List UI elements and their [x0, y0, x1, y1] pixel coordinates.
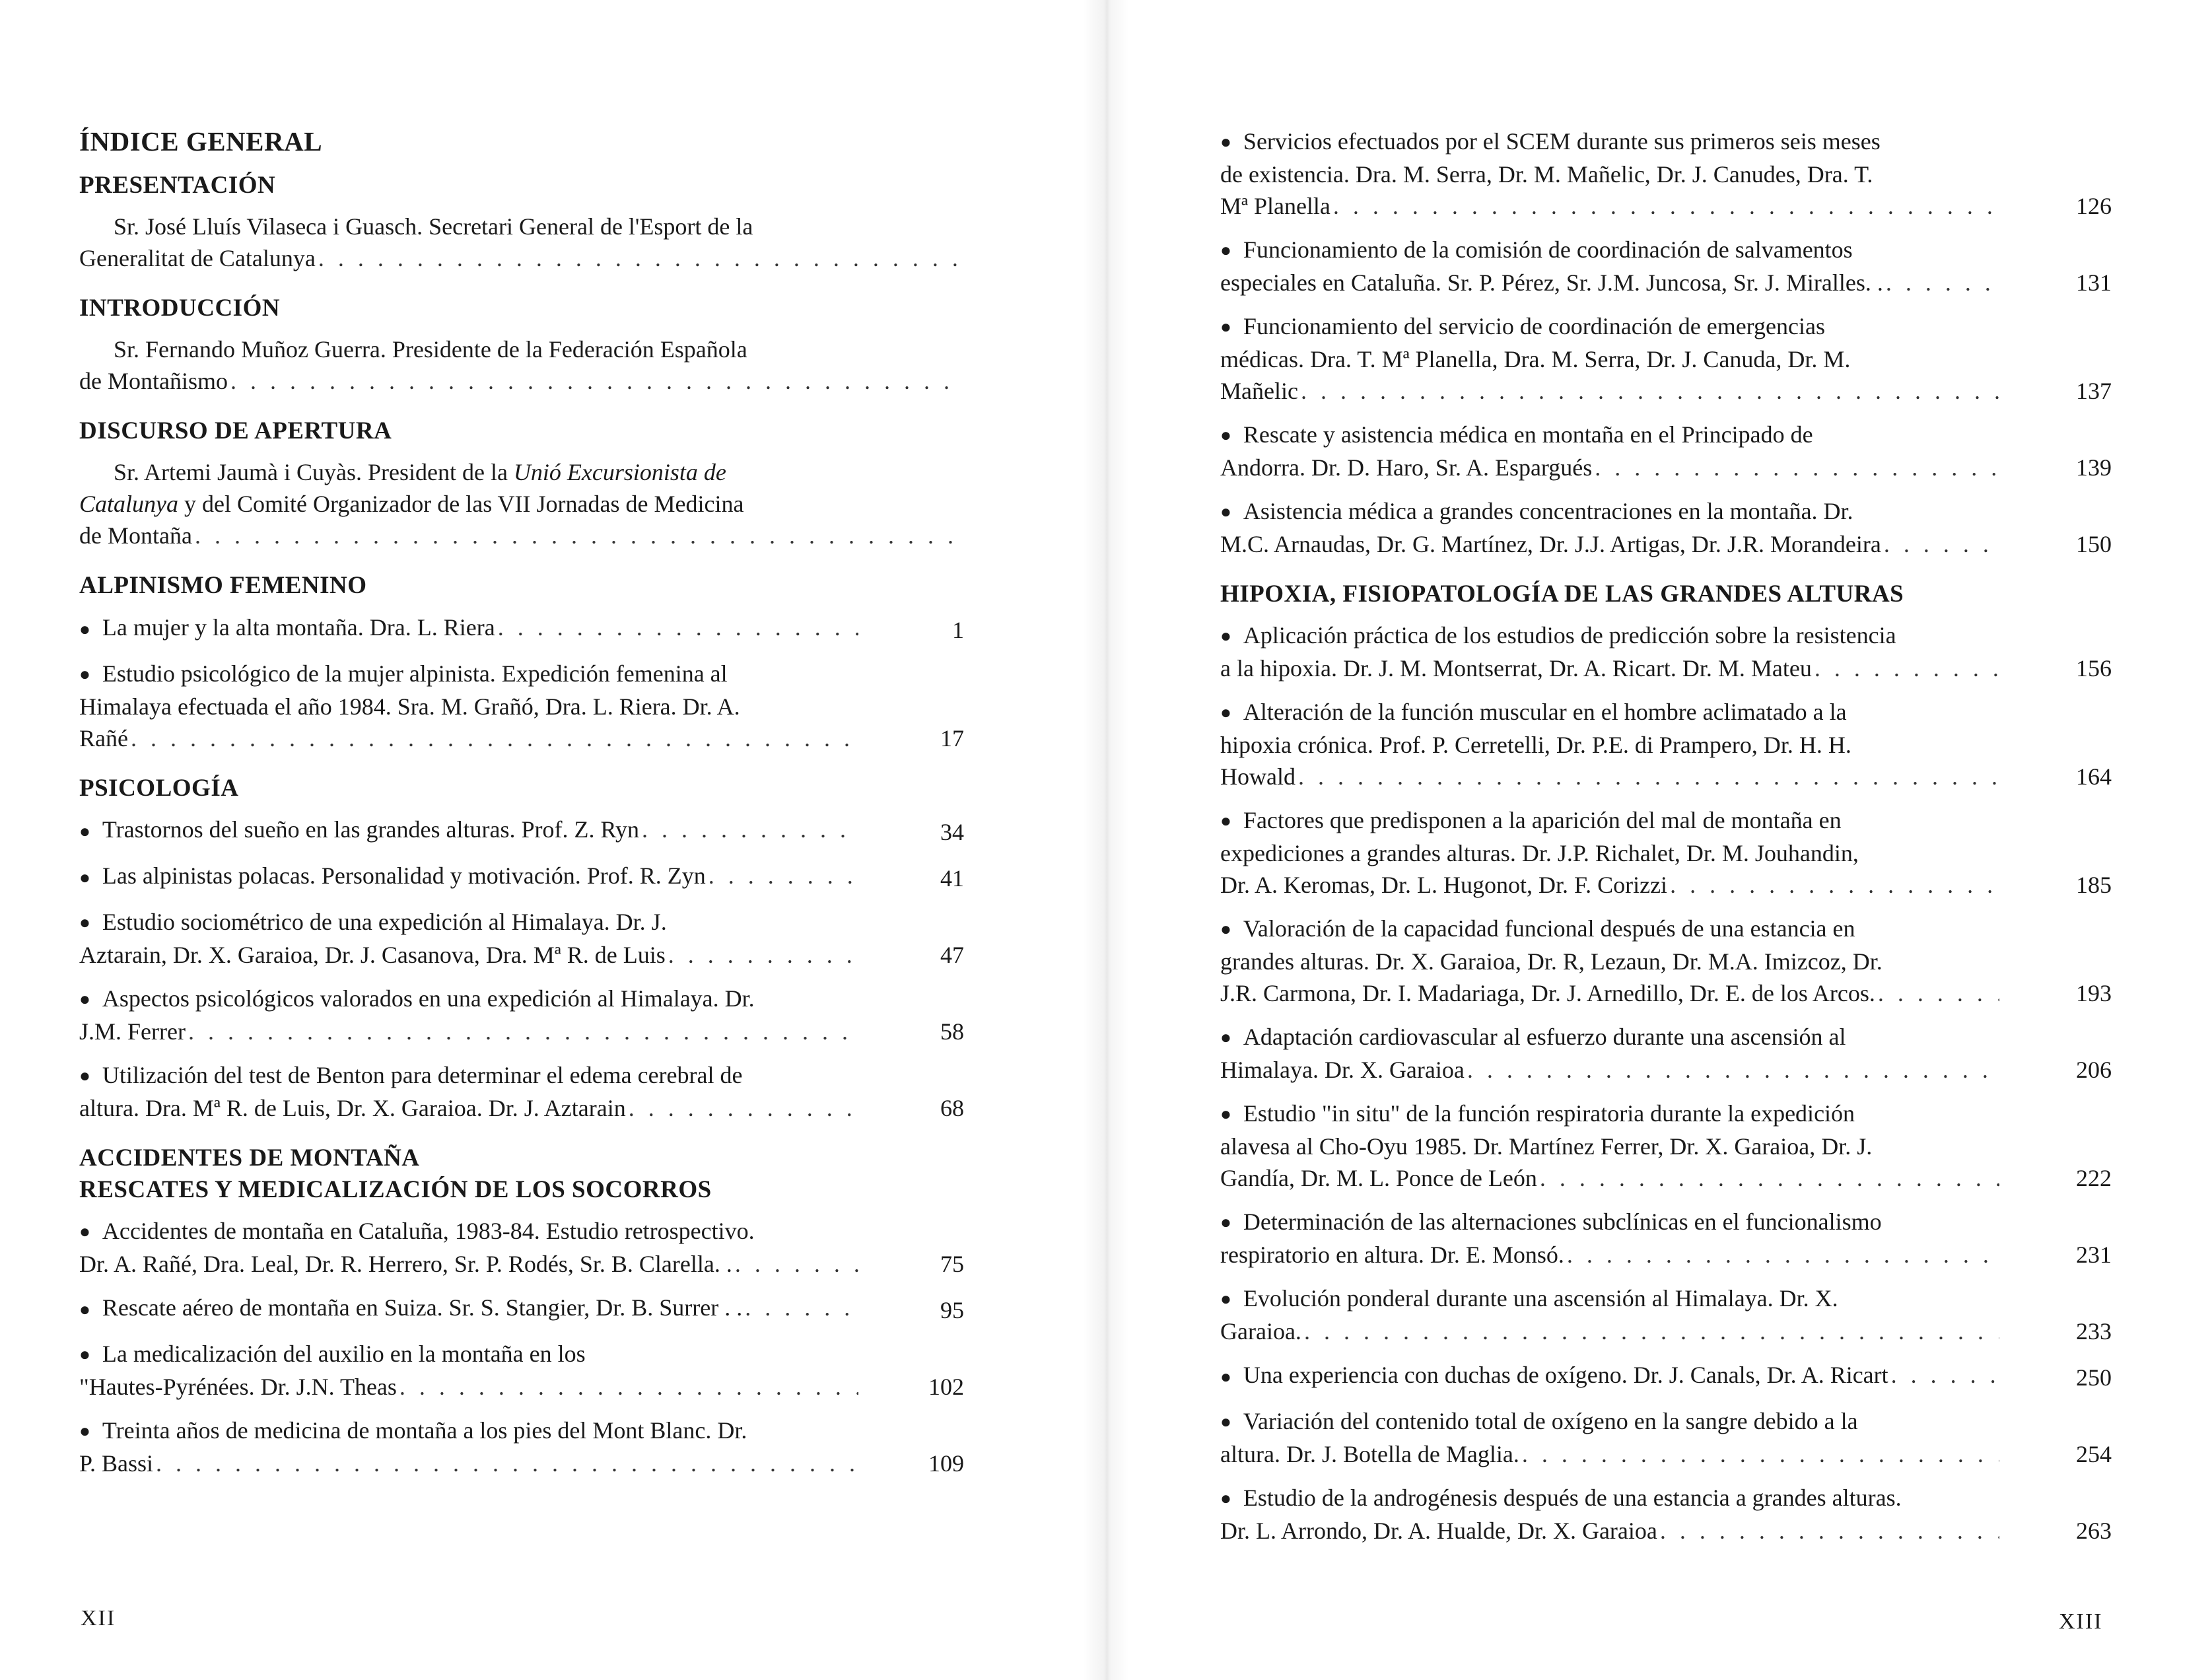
- entry-last-line: [1220, 375, 1999, 407]
- dot-leader: [1567, 1239, 1999, 1271]
- dot-leader: [1595, 452, 1999, 483]
- dot-leader: [629, 1092, 858, 1124]
- entry-line-row: [79, 1415, 858, 1448]
- toc-entry: [1220, 495, 2112, 560]
- bullet-icon: ●: [79, 912, 90, 933]
- toc-entry: [79, 1215, 964, 1280]
- toc-entry: [79, 860, 964, 894]
- entry-page-number: 102: [928, 1373, 964, 1400]
- dot-leader: [1886, 267, 1999, 298]
- dot-leader: [1522, 1438, 1999, 1470]
- bullet-icon: ●: [1220, 132, 1231, 153]
- bullet-icon: ●: [1220, 703, 1231, 724]
- entry-text-block: [79, 1292, 858, 1326]
- entry-line-row: [1220, 343, 1999, 375]
- section-introduccion: [79, 293, 964, 397]
- entry-line: Aplicación práctica de los estudios de predicción sobre la resistencia: [1243, 622, 1896, 649]
- dot-leader: [156, 1448, 858, 1479]
- entry-last-line: [1220, 267, 1999, 298]
- entry-last-line: [1220, 1515, 1999, 1547]
- bullet-icon: ●: [1220, 502, 1231, 522]
- entry-line: [79, 488, 964, 520]
- toc-entry: [1220, 1282, 2112, 1347]
- right-toc-column: [1220, 125, 2112, 1558]
- toc-entry: [1220, 1098, 2112, 1194]
- entry-line: Rescate aéreo de montaña en Suiza. Sr. S. Stangier, Dr. B. Surrer . .: [102, 1294, 743, 1321]
- entry-line-row: [1220, 158, 1999, 190]
- entry-text: Sr. Artemi Jaumà i Cuyàs. President de la: [114, 459, 514, 486]
- toc-entry: [1220, 310, 2112, 407]
- entry-page-number: 68: [940, 1094, 964, 1121]
- entry-line: Evolución ponderal durante una ascensión al Himalaya. Dr. X.: [1243, 1285, 1838, 1312]
- bullet-icon: ●: [1220, 425, 1231, 446]
- entry-line-row: [1220, 696, 1999, 729]
- dot-leader: [1660, 1515, 1999, 1547]
- entry-line: Funcionamiento de la comisión de coordinación de salvamentos: [1243, 236, 1853, 263]
- entry-last-line: [79, 1448, 858, 1479]
- entry-line: de Montañismo: [79, 368, 228, 395]
- dot-leader: [498, 612, 858, 643]
- entry-text-block: [1220, 125, 1999, 222]
- toc-entry: [79, 814, 964, 848]
- entry-line: J.M. Ferrer: [79, 1018, 186, 1045]
- entry-text-block: [1220, 619, 1999, 684]
- page-number-left: XII: [81, 1606, 116, 1630]
- section-heading: ALPINISMO FEMENINO: [79, 572, 367, 600]
- entry-line-row: [1220, 729, 1999, 761]
- right-page: [1101, 0, 2212, 1680]
- entry-page-number: 254: [2076, 1441, 2112, 1468]
- entry-page-number: 131: [2076, 269, 2112, 296]
- toc-entry: [1220, 1021, 2112, 1086]
- entry-line-row: [79, 983, 858, 1016]
- entry-last-line: [79, 1016, 858, 1047]
- entry-page-number: 41: [940, 864, 964, 892]
- entry-line: Determinación de las alternaciones subclínicas en el funcionalismo: [1243, 1208, 1882, 1236]
- entry-last-line: [79, 860, 858, 894]
- entry-text-block: [1220, 913, 1999, 1009]
- entry-line-row: [79, 906, 858, 939]
- bullet-icon: ●: [79, 619, 90, 640]
- entry-italic-text: Unió Excursionista de: [513, 459, 726, 486]
- entry-last-line: [79, 1248, 858, 1280]
- dot-leader: [668, 939, 858, 971]
- entry-last-line: [1220, 1054, 1999, 1086]
- entry-page-number: 150: [2076, 531, 2112, 557]
- toc-entry: [79, 333, 964, 397]
- entry-page-number: 164: [2076, 763, 2112, 790]
- dot-leader: [188, 1016, 858, 1047]
- entry-text-block: [79, 814, 858, 848]
- entry-list: [1220, 125, 2112, 560]
- dot-leader: [1670, 869, 1999, 901]
- entry-text-block: [1220, 804, 1999, 901]
- entry-text-block: [79, 1059, 858, 1124]
- entry-line-row: [1220, 1021, 1999, 1054]
- entry-line-row: [1220, 1282, 1999, 1315]
- section-alpinismo: [79, 570, 964, 753]
- entry-line: Una experiencia con duchas de oxígeno. Dr. J. Canals, Dr. A. Ricart: [1243, 1362, 1888, 1389]
- entry-line: de Montaña: [79, 522, 192, 549]
- page-number-right: XIII: [2059, 1609, 2103, 1634]
- entry-line-row: [1220, 125, 1999, 158]
- entry-page-number: 95: [940, 1296, 964, 1323]
- entry-page-number: 47: [940, 941, 964, 968]
- entry-line: Aspectos psicológicos valorados en una expedición al Himalaya. Dr.: [102, 985, 755, 1012]
- entry-line: [79, 456, 964, 488]
- bullet-icon: ●: [79, 1065, 90, 1086]
- entry-line: Funcionamiento del servicio de coordinación de emergencias: [1243, 313, 1825, 339]
- toc-entry: [1220, 1359, 2112, 1393]
- entry-line-row: [1220, 1405, 1999, 1438]
- entry-line: grandes alturas. Dr. X. Garaioa, Dr. R, Lezaun, Dr. M.A. Imizcoz, Dr.: [1220, 948, 1883, 975]
- section-heading: HIPOXIA, FISIOPATOLOGÍA DE LAS GRANDES ALTURAS: [1220, 580, 1904, 608]
- entry-text-block: [79, 1415, 858, 1479]
- entry-line: Himalaya efectuada el año 1984. Sra. M. Grañó, Dra. L. Riera. Dr. A.: [79, 693, 740, 720]
- entry-line: "Hautes-Pyrénées. Dr. J.N. Theas: [79, 1373, 397, 1400]
- entry-text-block: [79, 983, 858, 1047]
- entry-line: médicas. Dra. T. Mª Planella, Dra. M. Serra, Dr. J. Canuda, Dr. M.: [1220, 346, 1851, 372]
- entry-line-row: [79, 1338, 858, 1371]
- entry-last-line: [79, 1092, 858, 1124]
- entry-page-number: 185: [2076, 872, 2112, 899]
- toc-entry: [79, 1059, 964, 1124]
- entry-line-row: [1220, 419, 1999, 452]
- index-title: ÍNDICE GENERAL: [79, 126, 323, 157]
- entry-page-number: 139: [2076, 454, 2112, 481]
- entry-text-block: [1220, 1021, 1999, 1086]
- section-presentacion: [79, 170, 964, 274]
- dot-leader: [1304, 1315, 1999, 1347]
- bullet-icon: ●: [1220, 811, 1231, 832]
- section-heading: DISCURSO DE APERTURA: [79, 417, 392, 445]
- toc-entry: [79, 983, 964, 1047]
- entry-line: Asistencia médica a grandes concentraciones en la montaña. Dr.: [1243, 498, 1853, 524]
- toc-entry: [79, 1338, 964, 1403]
- section-heading: INTRODUCCIÓN: [79, 295, 281, 322]
- entry-page-number: 222: [2076, 1165, 2112, 1192]
- entry-text-block: [1220, 1359, 1999, 1393]
- entry-line: Estudio de la androgénesis después de una estancia a grandes alturas.: [1243, 1485, 1902, 1512]
- entry-line: respiratorio en altura. Dr. E. Monsó.: [1220, 1242, 1564, 1269]
- entry-line: Dr. A. Rañé, Dra. Leal, Dr. R. Herrero, Sr. P. Rodés, Sr. B. Clarella. .: [79, 1250, 732, 1277]
- entry-last-line: [79, 242, 964, 274]
- dot-leader: [195, 520, 964, 551]
- entry-line: M.C. Arnaudas, Dr. G. Martínez, Dr. J.J. Artigas, Dr. J.R. Morandeira: [1220, 531, 1881, 557]
- entry-line: alavesa al Cho-Oyu 1985. Dr. Martínez Ferrer, Dr. X. Garaioa, Dr. J.: [1220, 1133, 1873, 1160]
- entry-line: La medicalización del auxilio en la montaña en los: [102, 1340, 586, 1367]
- bullet-icon: ●: [79, 989, 90, 1010]
- entry-last-line: [79, 814, 858, 848]
- entry-line: Alteración de la función muscular en el hombre aclimatado a la: [1243, 699, 1847, 726]
- entry-page-number: 1: [952, 616, 964, 643]
- entry-line: Rañé: [79, 724, 128, 752]
- entry-text-block: [79, 658, 858, 754]
- dot-leader: [1467, 1054, 1999, 1086]
- toc-entry: [79, 612, 964, 646]
- entry-page-number: 137: [2076, 378, 2112, 404]
- section-psicologia: [79, 773, 964, 1124]
- entry-line-row: [1220, 619, 1999, 652]
- entry-text-block: [79, 906, 858, 971]
- toc-entry: [79, 211, 964, 274]
- dot-leader: [1884, 528, 1999, 560]
- section-accidentes: [79, 1142, 964, 1479]
- entry-list: [79, 612, 964, 754]
- dot-leader: [1301, 375, 1999, 407]
- bullet-icon: ●: [79, 821, 90, 842]
- bullet-icon: ●: [79, 664, 90, 685]
- entry-line: Gandía, Dr. M. L. Ponce de León: [1220, 1165, 1537, 1192]
- entry-line: J.R. Carmona, Dr. I. Madariaga, Dr. J. Arnedillo, Dr. E. de los Arcos.: [1220, 980, 1875, 1007]
- entry-line: a la hipoxia. Dr. J. M. Montserrat, Dr. A. Ricart. Dr. M. Mateu: [1220, 655, 1812, 682]
- entry-line: hipoxia crónica. Prof. P. Cerretelli, Dr. P.E. di Prampero, Dr. H. H.: [1220, 732, 1851, 759]
- entry-page-number: 250: [2076, 1364, 2112, 1391]
- dot-leader: [1298, 761, 1999, 792]
- entry-line: P. Bassi: [79, 1450, 154, 1477]
- entry-list: [79, 1215, 964, 1479]
- entry-line-row: [79, 658, 858, 691]
- bullet-icon: ●: [1220, 240, 1231, 261]
- entry-line: de existencia. Dra. M. Serra, Dr. M. Mañelic, Dr. J. Canudes, Dra. T.: [1220, 161, 1873, 188]
- entry-line: Sr. Fernando Muñoz Guerra. Presidente de la Federación Española: [114, 336, 747, 363]
- entry-line: Adaptación cardiovascular al esfuerzo durante una ascensión al: [1243, 1024, 1846, 1051]
- entry-line: Rescate y asistencia médica en montaña en el Principado de: [1243, 421, 1813, 448]
- toc-entry: [79, 658, 964, 754]
- entry-last-line: [79, 365, 964, 397]
- entry-text-block: [79, 1338, 858, 1403]
- dot-leader: [1891, 1359, 1999, 1391]
- bullet-icon: ●: [79, 1221, 90, 1242]
- entry-page-number: 126: [2076, 193, 2112, 219]
- dot-leader: [399, 1371, 858, 1403]
- entry-page-number: 206: [2076, 1057, 2112, 1084]
- entry-line: Mañelic: [1220, 378, 1298, 404]
- entry-line: Utilización del test de Benton para determinar el edema cerebral de: [102, 1061, 743, 1088]
- entry-text-block: [79, 612, 858, 646]
- entry-line: Estudio "in situ" de la función respiratoria durante la expedición: [1243, 1100, 1855, 1127]
- entry-text-block: [1220, 495, 1999, 560]
- entry-line-row: [1220, 804, 1999, 837]
- entry-text-block: [79, 1215, 858, 1280]
- entry-text-block: [1220, 1098, 1999, 1194]
- left-toc-column: [79, 125, 964, 1491]
- entry-list: [1220, 619, 2112, 1547]
- toc-entry: [79, 906, 964, 971]
- entry-line-row: [1220, 310, 1999, 343]
- entry-list: [79, 814, 964, 1124]
- section-subheading: RESCATES Y MEDICALIZACIÓN DE LOS SOCORROS: [79, 1175, 712, 1203]
- bullet-icon: ●: [1220, 317, 1231, 337]
- entry-line-row: [1220, 1482, 1999, 1515]
- entry-line: Howald: [1220, 763, 1296, 790]
- entry-line-row: [79, 691, 858, 722]
- entry-page-number: 17: [940, 724, 964, 752]
- entry-line: Andorra. Dr. D. Haro, Sr. A. Espargués: [1220, 454, 1593, 481]
- entry-last-line: [1220, 452, 1999, 483]
- section-heading: PSICOLOGÍA: [79, 774, 239, 802]
- section-heading: ACCIDENTES DE MONTAÑA: [79, 1144, 420, 1172]
- bullet-icon: ●: [79, 867, 90, 888]
- entry-line: Aztarain, Dr. X. Garaioa, Dr. J. Casanova, Dra. Mª R. de Luis: [79, 941, 666, 968]
- entry-last-line: [1220, 869, 1999, 901]
- entry-line: Accidentes de montaña en Cataluña, 1983-84. Estudio retrospectivo.: [102, 1217, 755, 1244]
- dot-leader: [131, 722, 858, 754]
- entry-page-number: 263: [2076, 1518, 2112, 1545]
- entry-last-line: [1220, 761, 1999, 792]
- entry-text-block: [1220, 696, 1999, 792]
- entry-last-line: [1220, 1438, 1999, 1470]
- entry-last-line: [1220, 1162, 1999, 1194]
- entry-line: expediciones a grandes alturas. Dr. J.P. Richalet, Dr. M. Jouhandin,: [1220, 840, 1859, 867]
- bullet-icon: ●: [79, 1420, 90, 1442]
- bullet-icon: ●: [1220, 1028, 1231, 1049]
- left-page: [0, 0, 1101, 1680]
- entry-text-block: [1220, 1282, 1999, 1347]
- entry-line: Dr. A. Keromas, Dr. L. Hugonot, Dr. F. Corizzi: [1220, 872, 1668, 899]
- bullet-icon: ●: [1220, 1289, 1231, 1310]
- toc-entry: [1220, 419, 2112, 483]
- entry-line-row: [1220, 1206, 1999, 1239]
- toc-entry: [1220, 913, 2112, 1009]
- entry-text: y del Comité Organizador de las VII Jornadas de Medicina: [178, 491, 744, 518]
- dot-leader: [230, 365, 964, 397]
- toc-entry: [1220, 1206, 2112, 1271]
- entry-page-number: 75: [940, 1250, 964, 1277]
- entry-page-number: 231: [2076, 1242, 2112, 1269]
- entry-last-line: [1220, 977, 1999, 1009]
- entry-line-row: [1220, 234, 1999, 267]
- bullet-icon: ●: [1220, 919, 1231, 940]
- dot-leader: [1878, 977, 1999, 1009]
- entry-last-line: [79, 520, 964, 551]
- section-heading: PRESENTACIÓN: [79, 172, 276, 199]
- entry-line: altura. Dr. J. Botella de Maglia.: [1220, 1441, 1519, 1468]
- dot-leader: [1815, 652, 1999, 684]
- dot-leader: [1333, 190, 1999, 222]
- entry-italic-text: Catalunya: [79, 491, 178, 518]
- entry-last-line: [79, 1371, 858, 1403]
- entry-line: Treinta años de medicina de montaña a los pies del Mont Blanc. Dr.: [102, 1417, 747, 1444]
- entry-line: Estudio psicológico de la mujer alpinista. Expedición femenina al: [102, 660, 728, 687]
- entry-line: Generalitat de Catalunya: [79, 245, 316, 272]
- entry-line: Himalaya. Dr. X. Garaioa: [1220, 1057, 1465, 1084]
- bullet-icon: ●: [1220, 1488, 1231, 1510]
- dot-leader: [709, 860, 858, 892]
- entry-text-block: [1220, 310, 1999, 407]
- toc-entry: [79, 456, 964, 551]
- toc-entry: [1220, 619, 2112, 684]
- entry-page-number: 193: [2076, 980, 2112, 1007]
- dot-leader: [318, 242, 964, 274]
- dot-leader: [735, 1248, 858, 1280]
- entry-last-line: [79, 722, 858, 754]
- entry-page-number: 156: [2076, 655, 2112, 682]
- entry-text-block: [1220, 1405, 1999, 1470]
- entry-line: Mª Planella: [1220, 193, 1331, 219]
- bullet-icon: ●: [79, 1344, 90, 1365]
- entry-text-block: [1220, 419, 1999, 483]
- section-hipoxia: [1220, 578, 2112, 1547]
- bullet-icon: ●: [1220, 1412, 1231, 1433]
- toc-entry: [1220, 696, 2112, 792]
- entry-line-row: [1220, 837, 1999, 869]
- entry-line: La mujer y la alta montaña. Dra. L. Riera: [102, 613, 495, 641]
- entry-line: Variación del contenido total de oxígeno en la sangre debido a la: [1243, 1408, 1858, 1435]
- bullet-icon: ●: [1220, 1104, 1231, 1125]
- dot-leader: [1540, 1162, 1999, 1194]
- toc-entry: [1220, 804, 2112, 901]
- entry-line: Garaioa.: [1220, 1318, 1301, 1345]
- entry-line-row: [1220, 1131, 1999, 1162]
- entry-line-row: [1220, 495, 1999, 528]
- toc-entry: [79, 1292, 964, 1326]
- entry-page-number: 58: [940, 1018, 964, 1045]
- entry-line: Servicios efectuados por el SCEM durante sus primeros seis meses: [1243, 128, 1881, 155]
- entry-line: Factores que predisponen a la aparición del mal de montaña en: [1243, 807, 1842, 834]
- entry-last-line: [1220, 1359, 1999, 1393]
- entry-text-block: [1220, 234, 1999, 298]
- entry-line-row: [1220, 946, 1999, 977]
- entry-line-row: [79, 1059, 858, 1092]
- entry-line-row: [1220, 913, 1999, 946]
- entry-last-line: [79, 1292, 858, 1326]
- entry-line: Valoración de la capacidad funcional después de una estancia en: [1243, 915, 1855, 942]
- entry-last-line: [1220, 190, 1999, 222]
- entry-text-block: [79, 860, 858, 894]
- bullet-icon: ●: [79, 1299, 90, 1320]
- entry-last-line: [79, 612, 858, 646]
- entry-line: Las alpinistas polacas. Personalidad y motivación. Prof. R. Zyn: [102, 862, 706, 889]
- toc-entry: [1220, 234, 2112, 298]
- dot-leader: [745, 1292, 858, 1323]
- entry-line: Dr. L. Arrondo, Dr. A. Hualde, Dr. X. Garaioa: [1220, 1518, 1657, 1545]
- entry-last-line: [1220, 652, 1999, 684]
- entry-page-number: 34: [940, 818, 964, 845]
- entry-last-line: [79, 939, 858, 971]
- entry-line: Sr. José Lluís Vilaseca i Guasch. Secretari General de l'Esport de la: [114, 213, 753, 240]
- toc-entry: [79, 1415, 964, 1479]
- toc-entry: [1220, 125, 2112, 222]
- entry-line: especiales en Cataluña. Sr. P. Pérez, Sr. J.M. Juncosa, Sr. J. Miralles. .: [1220, 269, 1883, 296]
- entry-last-line: [1220, 1239, 1999, 1271]
- entry-text-block: [1220, 1482, 1999, 1547]
- entry-line: Estudio sociométrico de una expedición al Himalaya. Dr. J.: [102, 908, 667, 935]
- toc-entry: [1220, 1482, 2112, 1547]
- bullet-icon: ●: [1220, 626, 1231, 647]
- bullet-icon: ●: [1220, 1212, 1231, 1234]
- entry-last-line: [1220, 528, 1999, 560]
- entry-line-row: [1220, 1098, 1999, 1131]
- toc-entry: [1220, 1405, 2112, 1470]
- entry-page-number: 233: [2076, 1318, 2112, 1345]
- entry-last-line: [1220, 1315, 1999, 1347]
- entry-line: Trastornos del sueño en las grandes alturas. Prof. Z. Ryn: [102, 816, 640, 843]
- entry-line-row: [79, 1215, 858, 1248]
- section-discurso: [79, 415, 964, 551]
- bullet-icon: ●: [1220, 1367, 1231, 1388]
- entry-text-block: [1220, 1206, 1999, 1271]
- dot-leader: [642, 814, 858, 845]
- entry-line: altura. Dra. Mª R. de Luis, Dr. X. Garaioa. Dr. J. Aztarain: [79, 1094, 626, 1121]
- entry-page-number: 109: [928, 1450, 964, 1477]
